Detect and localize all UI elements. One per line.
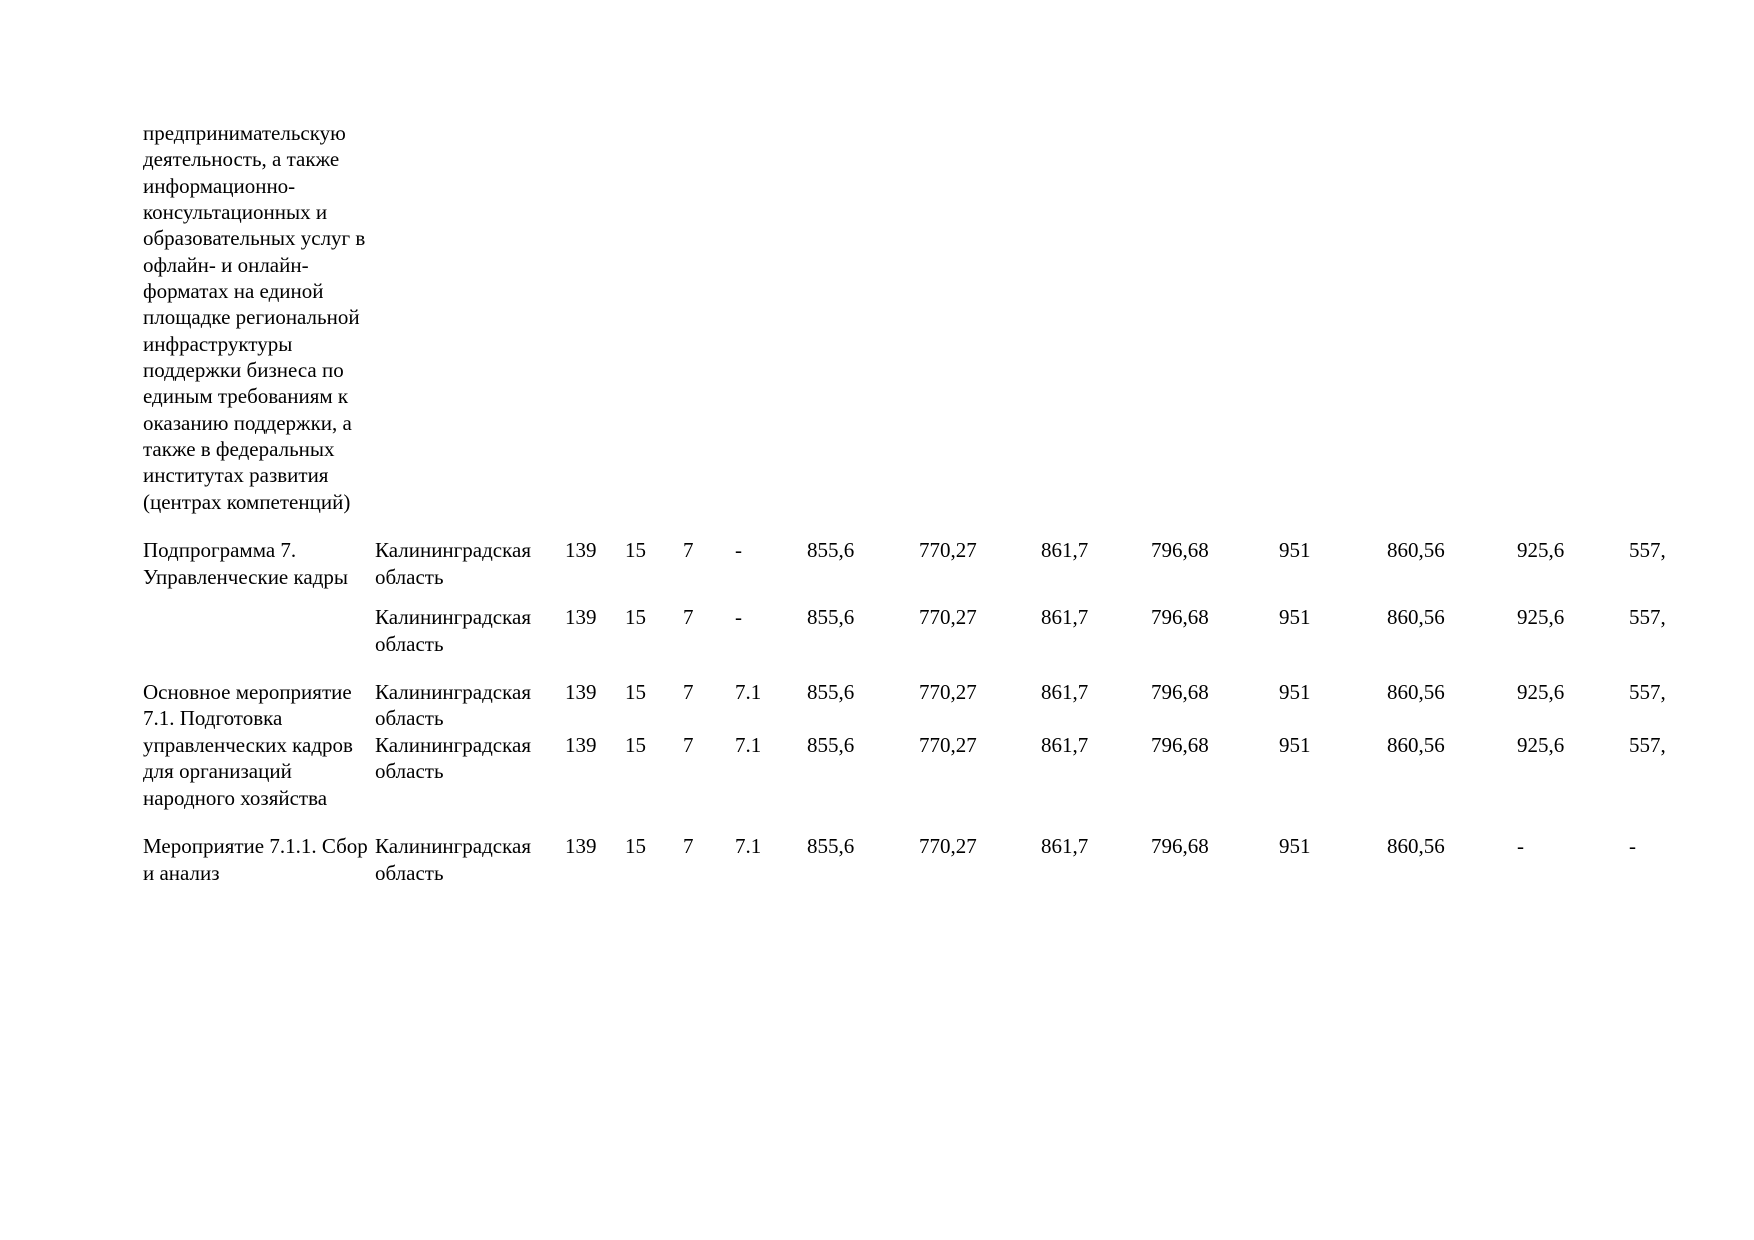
row-code-1: 139 bbox=[565, 732, 597, 757]
empty-cell-region bbox=[375, 120, 565, 515]
row-region: Калининградская область bbox=[375, 605, 531, 656]
row-name: Подпрограмма 7. Управленческие кадры bbox=[143, 538, 348, 589]
row-region: Калининградская область bbox=[375, 834, 531, 885]
row-code-3: 7 bbox=[683, 605, 694, 630]
row-value-3: 861,7 bbox=[1041, 679, 1089, 704]
empty-cell-v2 bbox=[919, 120, 1041, 515]
row-name: Мероприятие 7.1.1. Сбор и анализ bbox=[143, 834, 368, 885]
row-region: Калининградская область bbox=[375, 538, 531, 589]
table-row bbox=[143, 604, 1729, 657]
row-value-6: 860,56 bbox=[1387, 605, 1445, 630]
row-value-6: 860,56 bbox=[1387, 538, 1445, 563]
row-code-3: 7 bbox=[683, 538, 694, 563]
row-code-2: 15 bbox=[625, 834, 646, 859]
empty-cell-n4 bbox=[735, 120, 807, 515]
row-value-2: 770,27 bbox=[919, 679, 977, 704]
row-value-5: 951 bbox=[1279, 834, 1311, 859]
row-value-4: 796,68 bbox=[1151, 605, 1209, 630]
row-name: управленческих кадров для организаций народного хозяйства bbox=[143, 732, 353, 810]
row-value-5: 951 bbox=[1279, 679, 1311, 704]
continued-paragraph-text: предпринимательскую деятельность, а также информационно-консультационных и образовательных услуг в офлайн- и онлайн-форматах на единой площадке региональной инфраструктуры поддержки бизнеса по единым требованиям к оказанию поддержки, а также в федеральных институтах развития (центрах компетенций) bbox=[143, 121, 366, 514]
row-spacer bbox=[143, 590, 1729, 604]
empty-cell-n1 bbox=[565, 120, 625, 515]
table-row bbox=[143, 537, 1729, 590]
row-value-7: 925,6 bbox=[1517, 679, 1565, 704]
row-value-6: 860,56 bbox=[1387, 679, 1445, 704]
row-value-1: 855,6 bbox=[807, 834, 855, 859]
row-code-1: 139 bbox=[565, 834, 597, 859]
row-code-1: 139 bbox=[565, 605, 597, 630]
row-value-3: 861,7 bbox=[1041, 834, 1089, 859]
row-value-7: 925,6 bbox=[1517, 538, 1565, 563]
row-value-5: 951 bbox=[1279, 732, 1311, 757]
row-region: Калининградская область bbox=[375, 732, 531, 784]
row-value-1: 855,6 bbox=[807, 732, 855, 757]
row-spacer-cell bbox=[143, 590, 1729, 604]
program-financing-table bbox=[143, 120, 1729, 886]
row-value-7: 925,6 bbox=[1517, 605, 1565, 630]
row-code-2: 15 bbox=[625, 605, 646, 630]
empty-cell-v6 bbox=[1387, 120, 1517, 515]
row-spacer-cell bbox=[143, 515, 1729, 537]
row-value-8: 557, bbox=[1629, 732, 1666, 757]
row-code-3: 7 bbox=[683, 834, 694, 859]
row-value-8: 557, bbox=[1629, 605, 1666, 630]
row-value-2: 770,27 bbox=[919, 538, 977, 563]
row-code-4: 7.1 bbox=[735, 834, 762, 859]
empty-cell-v1 bbox=[807, 120, 919, 515]
empty-cell-v4 bbox=[1151, 120, 1279, 515]
continued-paragraph-cell bbox=[143, 120, 375, 515]
table-row bbox=[143, 732, 1729, 811]
row-value-3: 861,7 bbox=[1041, 538, 1089, 563]
row-code-2: 15 bbox=[625, 538, 646, 563]
row-code-2: 15 bbox=[625, 679, 646, 704]
empty-cell-n3 bbox=[683, 120, 735, 515]
empty-cell-v7 bbox=[1517, 120, 1629, 515]
row-code-4: - bbox=[735, 538, 742, 563]
row-spacer bbox=[143, 811, 1729, 833]
row-code-3: 7 bbox=[683, 732, 694, 757]
row-code-4: 7.1 bbox=[735, 679, 762, 704]
row-value-2: 770,27 bbox=[919, 605, 977, 630]
row-value-1: 855,6 bbox=[807, 679, 855, 704]
row-code-2: 15 bbox=[625, 732, 646, 757]
row-value-6: 860,56 bbox=[1387, 732, 1445, 757]
row-value-5: 951 bbox=[1279, 538, 1311, 563]
row-code-3: 7 bbox=[683, 679, 694, 704]
row-value-2: 770,27 bbox=[919, 834, 977, 859]
row-spacer bbox=[143, 515, 1729, 537]
row-value-6: 860,56 bbox=[1387, 834, 1445, 859]
row-value-4: 796,68 bbox=[1151, 679, 1209, 704]
row-code-4: - bbox=[735, 605, 742, 630]
row-spacer bbox=[143, 657, 1729, 679]
empty-cell-v3 bbox=[1041, 120, 1151, 515]
table-row bbox=[143, 120, 1729, 515]
row-value-4: 796,68 bbox=[1151, 834, 1209, 859]
row-value-1: 855,6 bbox=[807, 538, 855, 563]
row-value-5: 951 bbox=[1279, 605, 1311, 630]
row-value-3: 861,7 bbox=[1041, 605, 1089, 630]
row-code-1: 139 bbox=[565, 679, 597, 704]
row-value-7: - bbox=[1517, 834, 1524, 859]
table-row bbox=[143, 833, 1729, 886]
empty-cell-v5 bbox=[1279, 120, 1387, 515]
table-row bbox=[143, 679, 1729, 732]
row-code-4: 7.1 bbox=[735, 732, 762, 757]
row-spacer-cell bbox=[143, 657, 1729, 679]
row-value-4: 796,68 bbox=[1151, 732, 1209, 757]
empty-cell-v8 bbox=[1629, 120, 1729, 515]
row-value-4: 796,68 bbox=[1151, 538, 1209, 563]
row-value-3: 861,7 bbox=[1041, 732, 1089, 757]
row-value-8: - bbox=[1629, 834, 1636, 859]
row-code-1: 139 bbox=[565, 538, 597, 563]
empty-cell-n2 bbox=[625, 120, 683, 515]
row-value-1: 855,6 bbox=[807, 605, 855, 630]
row-name: Основное мероприятие 7.1. Подготовка bbox=[143, 679, 352, 731]
row-region: Калининградская область bbox=[375, 679, 531, 731]
row-value-8: 557, bbox=[1629, 538, 1666, 563]
row-value-8: 557, bbox=[1629, 679, 1666, 704]
row-value-7: 925,6 bbox=[1517, 732, 1565, 757]
row-spacer-cell bbox=[143, 811, 1729, 833]
row-value-2: 770,27 bbox=[919, 732, 977, 757]
row-name bbox=[143, 604, 375, 657]
